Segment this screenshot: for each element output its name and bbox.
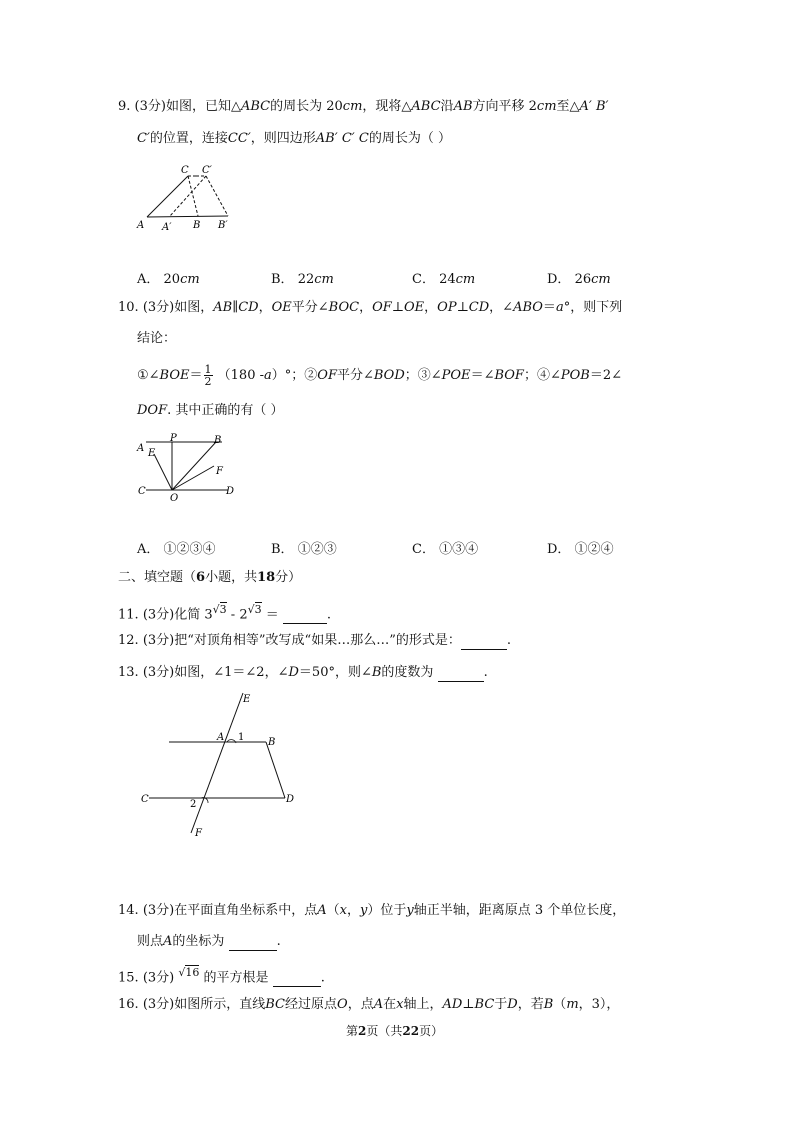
q10-label-F: F <box>216 466 223 477</box>
q15-line: 15. (3分) √16 的平方根是 . <box>118 966 325 986</box>
q10-line2: 结论： <box>137 331 177 346</box>
q10-label-C: C <box>138 486 146 497</box>
q9-label-C1: C′ <box>202 165 212 176</box>
q14-line2: 则点A的坐标为 . <box>137 934 281 949</box>
q9-number: 9. <box>118 99 131 114</box>
section-title: 二、填空题（6小题，共18分） <box>118 570 302 585</box>
q9-label-A: A <box>137 220 145 231</box>
q13-label-B: B <box>268 737 276 748</box>
page-footer: 第2页（共22页） <box>346 1024 444 1038</box>
q10-figure <box>134 432 244 504</box>
q15-answer-blank[interactable] <box>273 972 321 987</box>
sqrt-icon: √16 <box>178 966 200 979</box>
fraction-one-half: $\frac{1}{2}$ <box>204 363 212 388</box>
q10-label-O: O <box>170 493 179 504</box>
q9-figure <box>132 160 242 235</box>
q10-label-B: B <box>214 435 222 446</box>
q9-label-B1: B′ <box>218 220 228 231</box>
q10-label-A: A <box>137 443 145 454</box>
q13-label-C: C <box>141 794 149 805</box>
q10-option-c[interactable]: C． ①③④ <box>412 542 479 557</box>
q14-answer-blank[interactable] <box>229 936 277 951</box>
q9-option-a[interactable]: A． 20cm <box>137 272 200 287</box>
q10-number: 10. <box>118 300 139 315</box>
q9-label-A1: A′ <box>162 222 172 233</box>
sqrt-icon: √3 <box>212 603 227 616</box>
q13-label-1: 1 <box>238 732 245 743</box>
q10-label-E: E <box>148 448 156 459</box>
q10-line4: DOF. 其中正确的有（ ） <box>137 403 284 418</box>
q9-option-b[interactable]: B． 22cm <box>271 272 334 287</box>
q13-label-A: A <box>217 732 225 743</box>
q12-line: 12. (3分)把“对顶角相等”改写成“如果…那么…”的形式是： . <box>118 633 511 648</box>
q12-answer-blank[interactable] <box>461 635 507 650</box>
q9-label-B: B <box>193 220 201 231</box>
q10-line3: ①∠BOE＝ $\frac{1}{2}$ （180 -a）°；②OF平分∠BOD；③∠POE＝∠BOF；④∠POB＝2∠ <box>137 363 622 388</box>
q13-label-F: F <box>195 828 202 839</box>
q9-option-d[interactable]: D． 26cm <box>547 272 611 287</box>
q10-label-D: D <box>226 486 235 497</box>
sqrt-icon: √3 <box>247 603 262 616</box>
q13-line: 13. (3分)如图，∠1＝∠2，∠D＝50°，则∠B的度数为 . <box>118 665 488 680</box>
q9-label-C: C <box>181 165 189 176</box>
q10-option-b[interactable]: B． ①②③ <box>271 542 337 557</box>
q10-line1: 10. (3分)如图，AB∥CD，OE平分∠BOC，OF⊥OE，OP⊥CD，∠ABO＝a°，则下列 <box>118 300 623 315</box>
q14-line1: 14. (3分)在平面直角坐标系中，点A（x，y）位于y轴正半轴，距离原点 3 个单位长度， <box>118 903 626 918</box>
q13-label-E: E <box>243 694 251 705</box>
q10-option-a[interactable]: A． ①②③④ <box>137 542 216 557</box>
q10-label-P: P <box>170 433 177 444</box>
q16-line: 16. (3分)如图所示，直线BC经过原点O，点A在x轴上，AD⊥BC于D，若B（m，3）， <box>118 997 620 1012</box>
q9-line2: C′的位置，连接CC′，则四边形AB′ C′ C的周长为（ ） <box>137 131 451 146</box>
q11-line: 11. (3分)化简 3√3 - 2√3 ＝ . <box>118 603 332 623</box>
q13-figure <box>135 688 315 840</box>
q10-option-d[interactable]: D． ①②④ <box>547 542 614 557</box>
q9-line1: 9. (3分)如图，已知△ABC的周长为 20cm，现将△ABC沿AB方向平移 2cm至△A′ B′ <box>118 99 609 114</box>
q13-label-D: D <box>286 794 295 805</box>
q13-answer-blank[interactable] <box>438 667 484 682</box>
q9-option-c[interactable]: C． 24cm <box>412 272 476 287</box>
q13-label-2: 2 <box>190 799 197 810</box>
q11-answer-blank[interactable] <box>283 609 327 624</box>
